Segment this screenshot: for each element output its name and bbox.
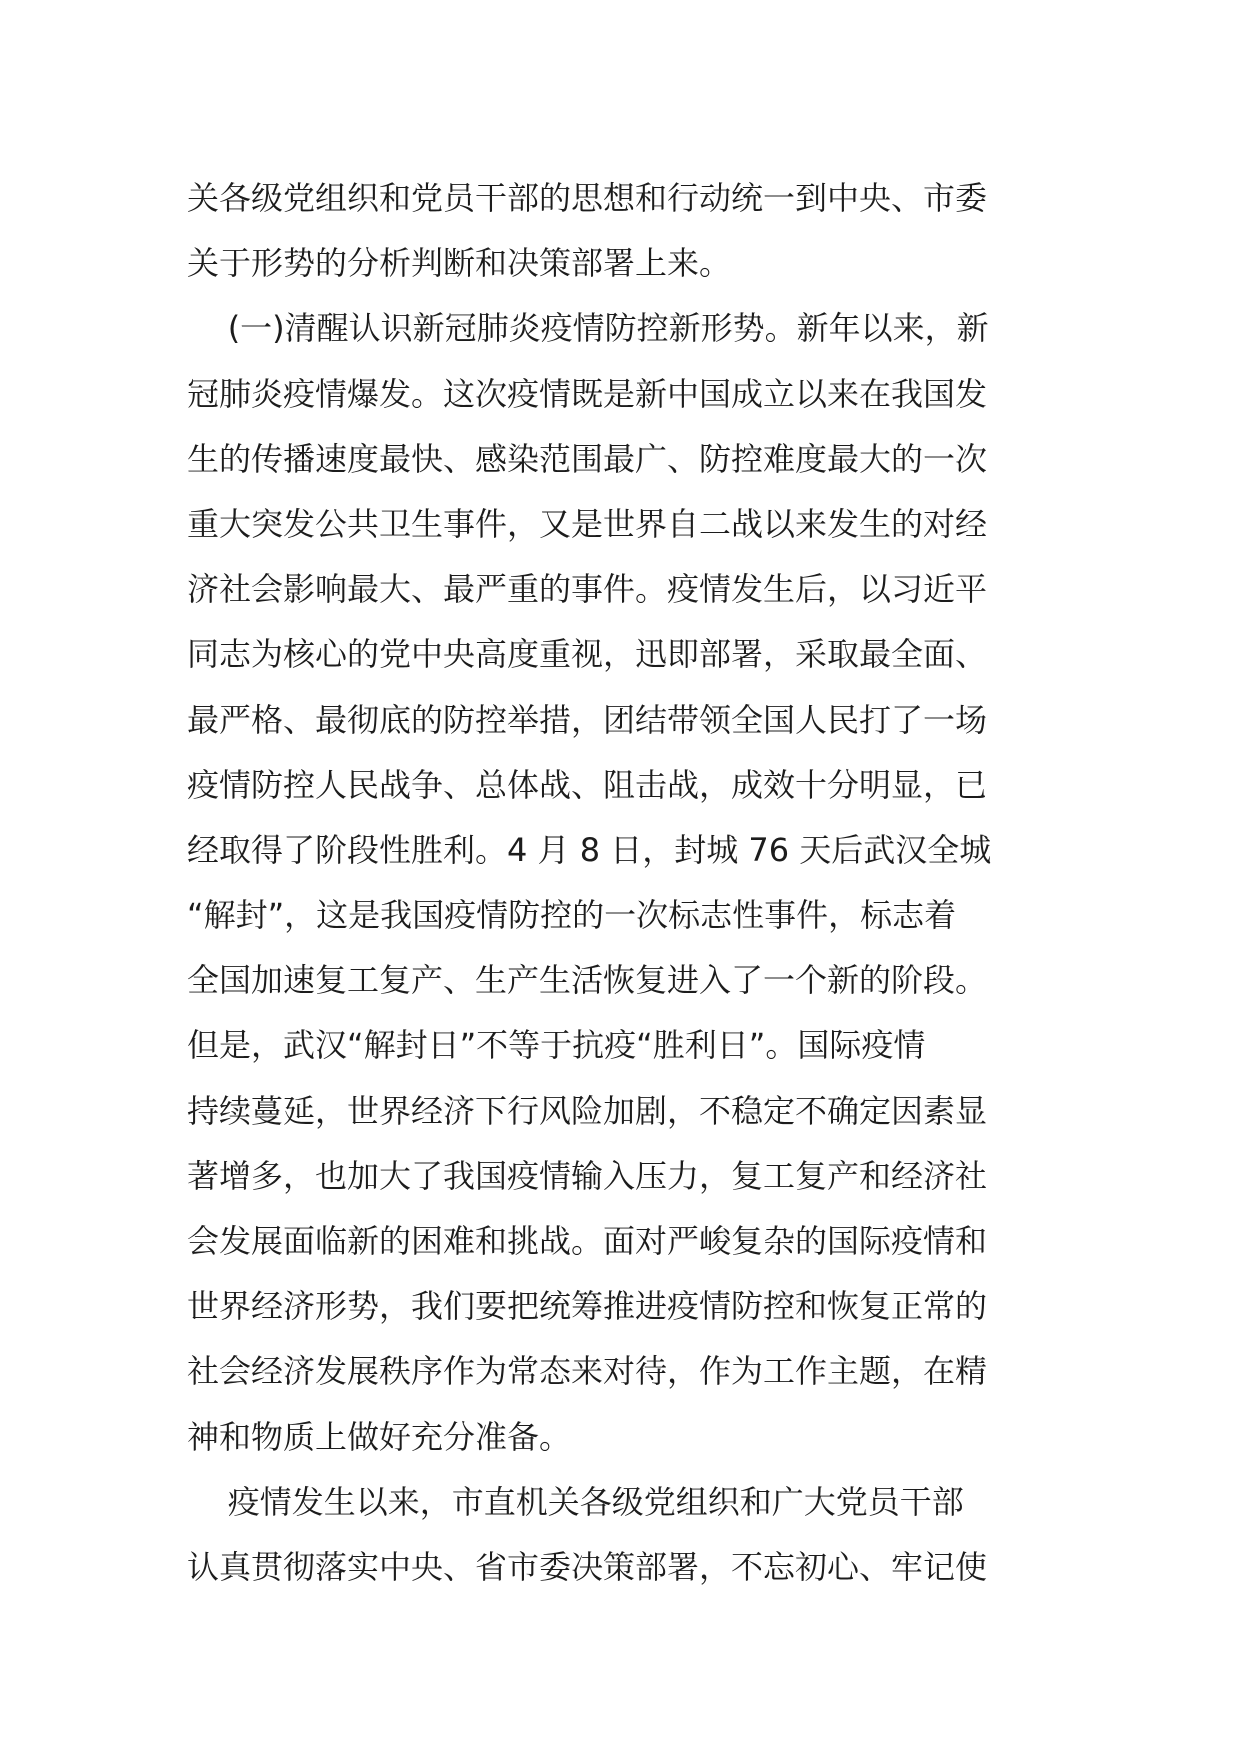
text-line: 认真贯彻落实中央、省市委决策部署，不忘初心、牢记使 [187, 1547, 988, 1586]
text-line: 重大突发公共卫生事件，又是世界自二战以来发生的对经 [187, 504, 988, 543]
text-line: 经取得了阶段性胜利。4 月 8 日，封城 76 天后武汉全城 [187, 830, 992, 869]
text-line: 全国加速复工复产、生产生活恢复进入了一个新的阶段。 [187, 961, 988, 1000]
text-line: 世界经济形势，我们要把统筹推进疫情防控和恢复正常的 [187, 1287, 988, 1326]
text-line: 济社会影响最大、最严重的事件。疫情发生后，以习近平 [187, 570, 988, 609]
text-line: 但是，武汉“解封日”不等于抗疫“胜利日”。国际疫情 [187, 1026, 926, 1065]
text-line: 冠肺炎疫情爆发。这次疫情既是新中国成立以来在我国发 [187, 374, 988, 413]
text-line: 最严格、最彻底的防控举措，团结带领全国人民打了一场 [187, 700, 988, 739]
text-line: 关各级党组织和党员干部的思想和行动统一到中央、市委 [187, 179, 988, 217]
text-line: 著增多，也加大了我国疫情输入压力，复工复产和经济社 [187, 1156, 988, 1195]
text-line: 社会经济发展秩序作为常态来对待，作为工作主题，在精 [187, 1352, 988, 1391]
text-line: 持续蔓延，世界经济下行风险加剧，不稳定不确定因素显 [187, 1091, 988, 1130]
text-line: 疫情防控人民战争、总体战、阻击战，成效十分明显，已 [187, 765, 988, 804]
text-line: 会发展面临新的困难和挑战。面对严峻复杂的国际疫情和 [187, 1222, 988, 1260]
body-text [187, 166, 1067, 1600]
text-line: 关于形势的分析判断和决策部署上来。 [187, 244, 732, 283]
text-line: 神和物质上做好充分准备。 [187, 1417, 572, 1456]
text-line: 生的传播速度最快、感染范围最广、防控难度最大的一次 [187, 439, 988, 478]
text-line: “解封”，这是我国疫情防控的一次标志性事件，标志着 [187, 896, 957, 935]
text-line: (一)清醒认识新冠肺炎疫情防控新形势。新年以来，新 [187, 309, 989, 348]
text-line: 同志为核心的党中央高度重视，迅即部署，采取最全面、 [187, 635, 988, 674]
text-line: 疫情发生以来，市直机关各级党组织和广大党员干部 [187, 1482, 964, 1521]
